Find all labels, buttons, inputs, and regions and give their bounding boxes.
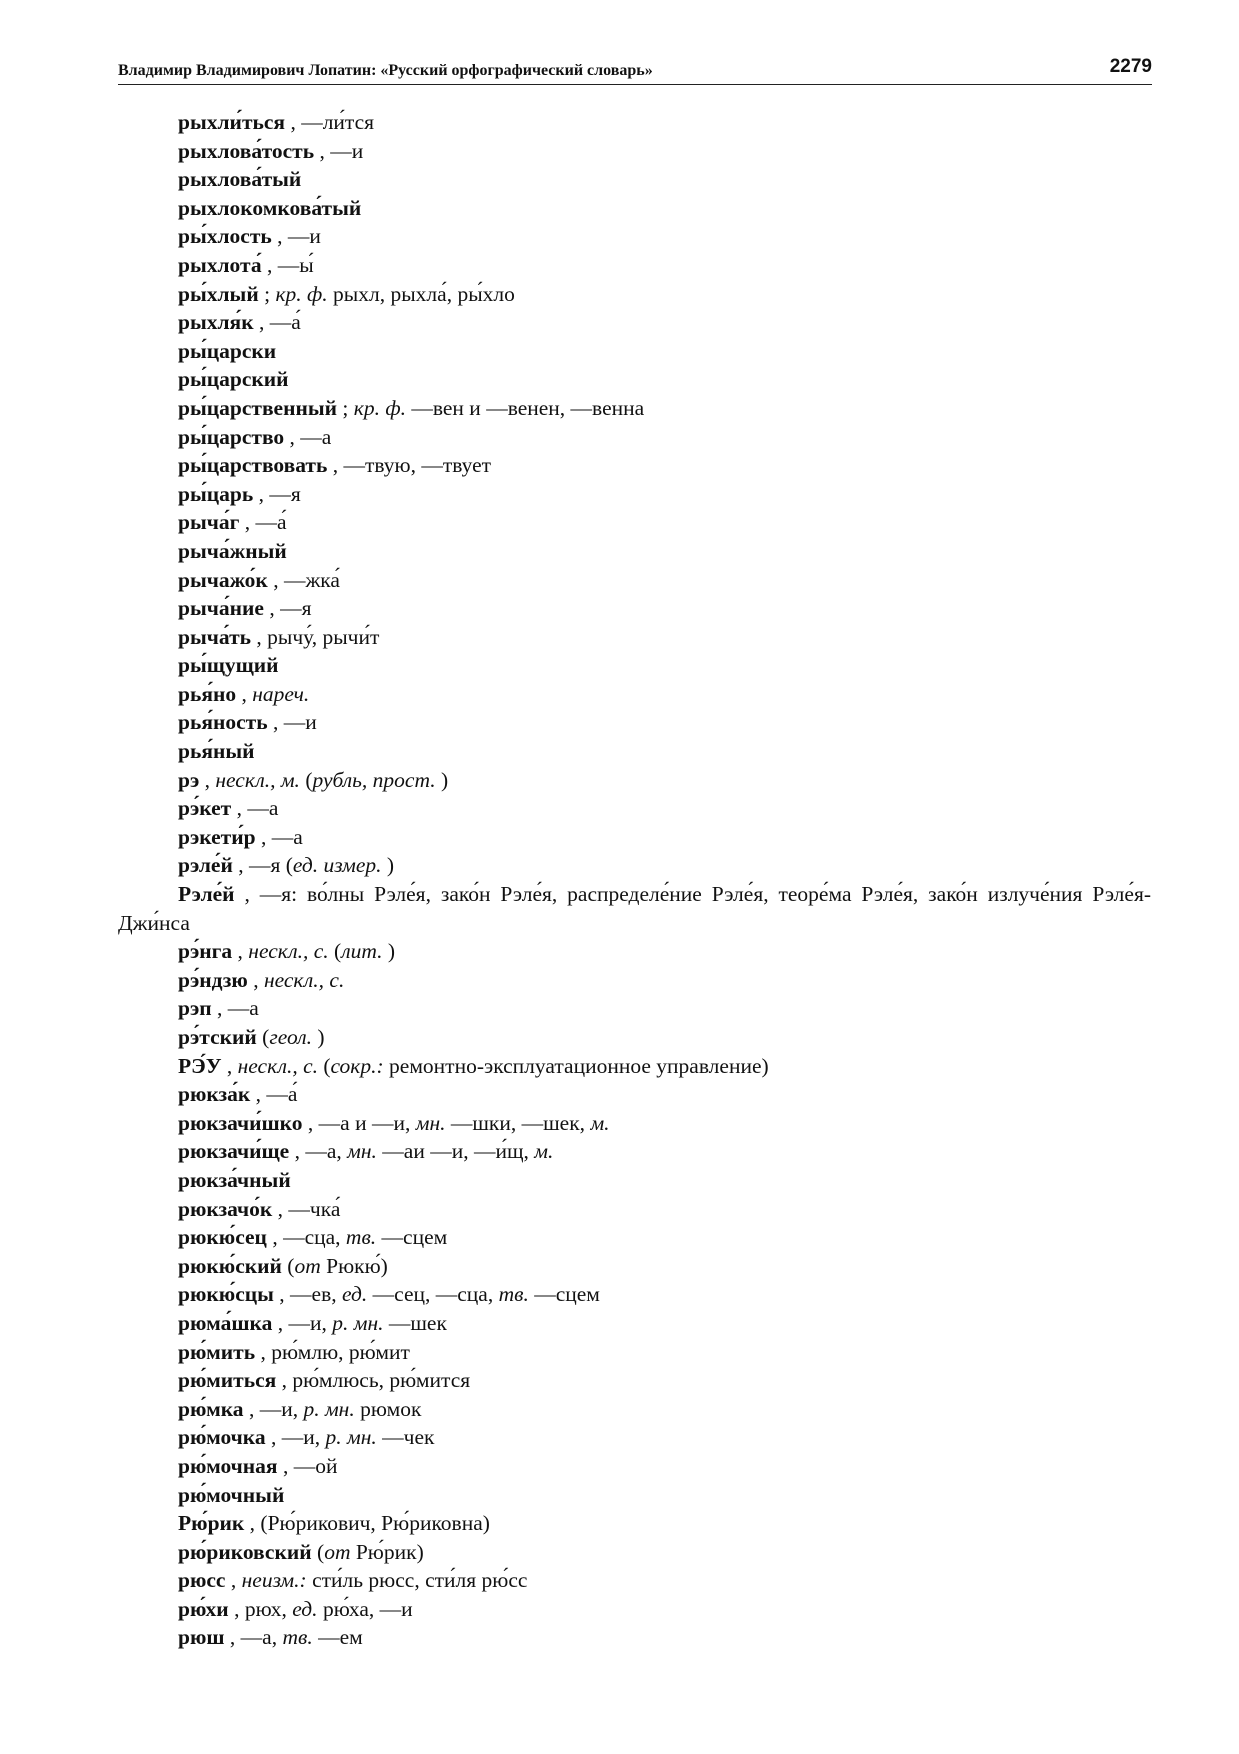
dictionary-entry xyxy=(0,365,1239,394)
dictionary-entry xyxy=(0,1538,1239,1567)
dictionary-entry xyxy=(0,137,1239,166)
entry-text: , —и xyxy=(267,710,317,735)
entry-text: , —а́ xyxy=(239,510,287,535)
dictionary-entry xyxy=(0,508,1239,537)
entry-text: , —сца, xyxy=(266,1225,346,1250)
headword: рю́миться xyxy=(178,1368,277,1393)
grammar-note: неизм.: xyxy=(241,1568,307,1593)
dictionary-entry xyxy=(0,1223,1239,1252)
grammar-note: рубль, прост. xyxy=(312,767,436,792)
entry-text: , xyxy=(199,767,216,792)
dictionary-entry xyxy=(0,194,1239,223)
headword: рья́но xyxy=(178,681,237,706)
entry-text: —ем xyxy=(312,1625,363,1650)
entry-text: —сцем xyxy=(376,1225,448,1250)
dictionary-entry xyxy=(0,1195,1239,1224)
dictionary-entry xyxy=(0,308,1239,337)
dictionary-entry xyxy=(0,851,1239,880)
headword: ры́хлость xyxy=(178,224,272,249)
dictionary-entry xyxy=(0,1423,1239,1452)
grammar-note: мн. xyxy=(347,1139,377,1164)
dictionary-entry xyxy=(0,1452,1239,1481)
headword: Рю́рик xyxy=(178,1511,245,1536)
dictionary-entry xyxy=(0,1166,1239,1195)
grammar-note: ед. измер. xyxy=(292,853,382,878)
entry-text: ) xyxy=(382,939,396,964)
entry-text: —вен и —венен, —венна xyxy=(405,395,645,420)
entry-text: ( xyxy=(281,1253,295,1278)
entry-text: , —ой xyxy=(277,1453,338,1478)
entry-text: —аи —и, —и́щ, xyxy=(376,1139,535,1164)
headword: рья́ность xyxy=(178,710,268,735)
entry-text: рыхл, рыхла́, ры́хло xyxy=(327,281,515,306)
dictionary-entry xyxy=(0,108,1239,137)
headword: рэ́нга xyxy=(178,939,233,964)
headword: рюсс xyxy=(178,1568,226,1593)
entry-text: , —а xyxy=(231,796,279,821)
dictionary-entry xyxy=(0,537,1239,566)
dictionary-entry xyxy=(0,1623,1239,1652)
entry-text: , —ли́тся xyxy=(285,110,375,134)
dictionary-entry xyxy=(0,280,1239,309)
dictionary-entry xyxy=(0,337,1239,366)
entry-text: , xyxy=(247,967,264,992)
entry-text: , —а, xyxy=(224,1625,283,1650)
entry-text: , —и, xyxy=(272,1310,333,1335)
headword: рю́мка xyxy=(178,1396,244,1421)
dictionary-entry xyxy=(0,251,1239,280)
headword: рюкю́ский xyxy=(178,1253,282,1278)
headword: рю́мочная xyxy=(178,1453,278,1478)
dictionary-entry xyxy=(0,1595,1239,1624)
headword: рыча́ть xyxy=(178,624,251,649)
grammar-note: ед. xyxy=(292,1596,318,1621)
dictionary-entry xyxy=(0,766,1239,795)
entry-text: , —я xyxy=(263,596,312,621)
grammar-note: мн. xyxy=(415,1110,446,1135)
entry-text: сти́ль рюсс, сти́ля рю́сс xyxy=(306,1568,528,1593)
entry-text: , —а xyxy=(255,824,303,849)
headword: рычажо́к xyxy=(178,567,268,592)
headword: рэ́кет xyxy=(178,796,232,821)
entry-text: , —жка́ xyxy=(267,567,340,592)
entry-text: , xyxy=(232,939,249,964)
entry-text: , xyxy=(225,1568,242,1593)
dictionary-entry xyxy=(0,880,1239,937)
dictionary-entry xyxy=(0,451,1239,480)
grammar-note: тв. xyxy=(345,1225,377,1250)
entry-text: Рю́рик) xyxy=(350,1539,424,1564)
headword: рыхлокомкова́тый xyxy=(178,195,362,220)
dictionary-entry xyxy=(0,1252,1239,1281)
grammar-note: лит. xyxy=(341,939,383,964)
dictionary-entry xyxy=(0,1366,1239,1395)
dictionary-entry xyxy=(0,651,1239,680)
headword: рыча́жный xyxy=(178,538,287,563)
dictionary-entry xyxy=(0,1052,1239,1081)
entry-text: , —чка́ xyxy=(272,1196,341,1221)
dictionary-entry xyxy=(0,1137,1239,1166)
headword: рэле́й xyxy=(178,853,233,878)
headword: ры́царственный xyxy=(178,395,338,420)
entry-text: ремонтно-эксплуатационное управление) xyxy=(383,1053,769,1078)
entry-text: , —а́ xyxy=(250,1082,298,1107)
headword: рюкзачи́шко xyxy=(178,1110,303,1135)
entry-text: рюмок xyxy=(354,1396,422,1421)
headword: рю́мить xyxy=(178,1339,256,1364)
dictionary-entry xyxy=(0,1395,1239,1424)
headword: рэ́ндзю xyxy=(178,967,248,992)
headword: рю́мочка xyxy=(178,1425,266,1450)
headword: ры́царский xyxy=(178,367,289,392)
grammar-note: р. мн. xyxy=(332,1310,384,1335)
headword: рэкети́р xyxy=(178,824,256,849)
headword: рю́хи xyxy=(178,1596,229,1621)
dictionary-entry xyxy=(0,966,1239,995)
entry-text: , рю́млюсь, рю́мится xyxy=(276,1368,471,1393)
entry-text: ( xyxy=(299,767,313,792)
dictionary-entry xyxy=(0,480,1239,509)
entry-text: ( xyxy=(318,1053,331,1078)
entry-text: , —а́ xyxy=(253,310,301,335)
entry-text: ( xyxy=(311,1539,325,1564)
dictionary-entry xyxy=(0,566,1239,595)
entry-text: ; xyxy=(258,281,276,306)
entry-text: рю́ха, —и xyxy=(317,1596,413,1621)
headword: рыча́ние xyxy=(178,596,264,621)
entry-text: , (Рю́рикович, Рю́риковна) xyxy=(244,1511,490,1536)
entry-text: , —а xyxy=(284,424,332,449)
grammar-note: нареч. xyxy=(252,681,310,706)
headword: рэп xyxy=(178,996,212,1021)
grammar-note: тв. xyxy=(498,1282,529,1307)
headword: рюкзачи́ще xyxy=(178,1139,290,1164)
entry-text: ; xyxy=(337,395,354,420)
dictionary-entry xyxy=(0,937,1239,966)
headword: рыча́г xyxy=(178,510,240,535)
entry-text: ) xyxy=(381,853,395,878)
entry-text: , рю́млю, рю́мит xyxy=(255,1339,410,1364)
headword: рыхли́ться xyxy=(178,110,286,134)
headword: рю́риковский xyxy=(178,1539,312,1564)
dictionary-entry xyxy=(0,1109,1239,1138)
dictionary-entry xyxy=(0,680,1239,709)
entry-text: ) xyxy=(435,767,449,792)
entry-text: —сцем xyxy=(528,1282,600,1307)
headword: рюкю́сцы xyxy=(178,1282,274,1307)
entry-text: —шек xyxy=(383,1310,447,1335)
grammar-note: геол. xyxy=(269,1025,312,1049)
headword: рю́мочный xyxy=(178,1482,285,1507)
dictionary-entry xyxy=(0,823,1239,852)
headword: рыхлова́тость xyxy=(178,138,315,163)
page-number: 2279 xyxy=(1109,56,1152,77)
entry-text: , —я: во́лны Рэле́я, зако́н Рэле́я, распределе́ние Рэле́я, теоре́ма Рэле́я, зако́н излуче́ния Рэле́я-Джи́нса xyxy=(118,882,1151,935)
headword: ры́царь xyxy=(178,481,254,506)
headword: ры́хлый xyxy=(178,281,259,306)
grammar-note: от xyxy=(324,1539,351,1564)
headword: рюкю́сец xyxy=(178,1225,267,1250)
grammar-note: нескл., с. xyxy=(248,939,329,964)
dictionary-entry xyxy=(0,708,1239,737)
grammar-note: ед. xyxy=(342,1282,368,1307)
grammar-note: тв. xyxy=(282,1625,313,1650)
entry-text: , —и, xyxy=(243,1396,304,1421)
headword: рыхлота́ xyxy=(178,252,262,277)
headword: рюш xyxy=(178,1625,225,1650)
grammar-note: р. мн. xyxy=(325,1425,377,1450)
grammar-note: м. xyxy=(534,1139,554,1164)
grammar-note: от xyxy=(294,1253,321,1278)
grammar-note: нескл., с. xyxy=(263,967,345,992)
dictionary-entries xyxy=(0,108,1239,1652)
grammar-note: нескл., с. xyxy=(237,1053,318,1078)
headword: ры́царство xyxy=(178,424,285,449)
entry-text: , —и xyxy=(271,224,321,249)
entry-text: , рычу́, рычи́т xyxy=(251,624,380,649)
grammar-note: нескл., м. xyxy=(215,767,300,792)
headword: рыхлова́тый xyxy=(178,167,302,192)
headword: рюкза́чный xyxy=(178,1167,291,1192)
entry-text: , —ы́ xyxy=(261,252,314,277)
entry-text: ( xyxy=(328,939,342,964)
entry-text: , —а xyxy=(211,996,259,1021)
entry-text: , —я xyxy=(253,481,301,506)
headword: ры́щущий xyxy=(178,653,279,678)
dictionary-entry xyxy=(0,165,1239,194)
headword: рыхля́к xyxy=(178,310,254,335)
headword: рэ xyxy=(178,767,200,792)
headword: рэ́тский xyxy=(178,1025,257,1049)
dictionary-entry xyxy=(0,1280,1239,1309)
dictionary-entry xyxy=(0,1566,1239,1595)
book-title: Владимир Владимирович Лопатин: «Русский орфографический словарь» xyxy=(118,62,653,79)
entry-text: —шки, —шек, xyxy=(445,1110,591,1135)
dictionary-entry xyxy=(0,737,1239,766)
dictionary-entry xyxy=(0,994,1239,1023)
dictionary-entry xyxy=(0,423,1239,452)
headword: рья́ный xyxy=(178,739,255,764)
entry-text: , xyxy=(236,681,253,706)
dictionary-entry xyxy=(0,222,1239,251)
entry-text: , —я ( xyxy=(232,853,293,878)
headword: Рэле́й xyxy=(178,882,235,907)
entry-text: , —а, xyxy=(289,1139,348,1164)
dictionary-entry xyxy=(0,594,1239,623)
entry-text: Рюкю́) xyxy=(320,1253,388,1278)
headword: рюкзачо́к xyxy=(178,1196,273,1221)
dictionary-entry xyxy=(0,1509,1239,1538)
dictionary-entry xyxy=(0,1023,1239,1052)
dictionary-entry xyxy=(0,394,1239,423)
headword: ры́царствовать xyxy=(178,453,328,478)
headword: ры́царски xyxy=(178,338,277,363)
headword: РЭ́У xyxy=(178,1053,222,1078)
dictionary-entry xyxy=(0,1481,1239,1510)
grammar-note: м. xyxy=(590,1110,610,1135)
grammar-note: кр. ф. xyxy=(353,395,406,420)
entry-text: , —и xyxy=(314,138,364,163)
entry-text: , xyxy=(221,1053,238,1078)
entry-text: , —а и —и, xyxy=(302,1110,416,1135)
headword: рюкза́к xyxy=(178,1082,251,1107)
page-header xyxy=(118,52,1152,85)
entry-text: , —и, xyxy=(265,1425,326,1450)
dictionary-entry xyxy=(0,1080,1239,1109)
dictionary-entry xyxy=(0,1309,1239,1338)
headword: рюма́шка xyxy=(178,1310,273,1335)
entry-text: , —твую, —твует xyxy=(327,453,492,478)
grammar-note: кр. ф. xyxy=(275,281,328,306)
dictionary-entry xyxy=(0,794,1239,823)
entry-text: ) xyxy=(311,1025,325,1049)
entry-text: , рюх, xyxy=(228,1596,293,1621)
grammar-note: р. мн. xyxy=(303,1396,355,1421)
dictionary-entry xyxy=(0,1338,1239,1367)
entry-text: ( xyxy=(256,1025,270,1049)
dictionary-entry xyxy=(0,623,1239,652)
entry-text: —сец, —сца, xyxy=(367,1282,499,1307)
entry-text: , —ев, xyxy=(273,1282,342,1307)
entry-text: —чек xyxy=(376,1425,435,1450)
grammar-note: сокр.: xyxy=(330,1053,384,1078)
